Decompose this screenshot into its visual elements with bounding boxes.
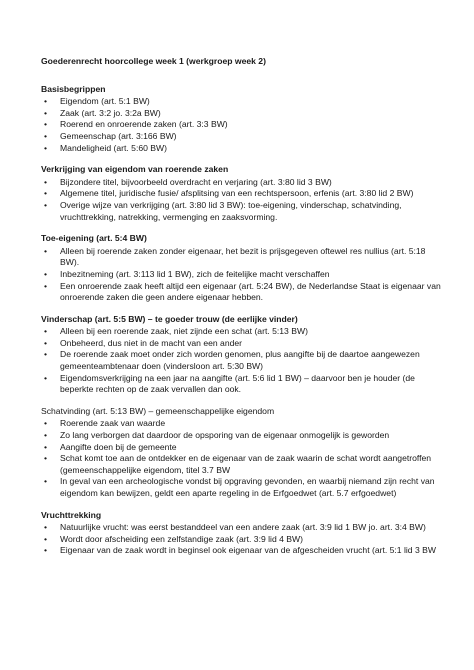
bullet-icon: • [44, 119, 48, 130]
bullet-icon: • [44, 533, 48, 544]
list-item [41, 349, 441, 372]
bullet-icon: • [44, 326, 48, 337]
bullet-icon: • [44, 418, 48, 429]
list-item [41, 143, 441, 155]
bullet-icon: • [44, 430, 48, 441]
list-item [41, 96, 441, 108]
bullet-icon: • [44, 130, 48, 141]
bullet-list [41, 246, 441, 304]
list-item-text: Zaak (art. 3:2 jo. 3:2a BW) [60, 107, 161, 118]
list-item-text: Wordt door afscheiding een zelfstandige zaak (art. 3:9 lid 4 BW) [60, 533, 303, 544]
list-item-text: Inbezitneming (art. 3:113 lid 1 BW), zich de feitelijke macht verschaffen [60, 268, 330, 279]
bullet-icon: • [44, 453, 48, 464]
document-sections [41, 84, 441, 557]
bullet-icon: • [44, 372, 48, 383]
list-item-text: Mandeligheid (art. 5:60 BW) [60, 142, 167, 153]
list-item-text: Bijzondere titel, bijvoorbeeld overdracht en verjaring (art. 3:80 lid 3 BW) [60, 176, 332, 187]
bullet-icon: • [44, 476, 48, 487]
section [41, 406, 441, 500]
bullet-list [41, 522, 441, 557]
list-item [41, 430, 441, 442]
list-item [41, 131, 441, 143]
bullet-icon: • [44, 441, 48, 452]
section-heading: Verkrijging van eigendom van roerende zaken [41, 164, 229, 175]
list-item [41, 119, 441, 131]
section-heading: Toe-eigening (art. 5:4 BW) [41, 233, 147, 244]
list-item [41, 108, 441, 120]
list-item [41, 476, 441, 499]
bullet-icon: • [44, 188, 48, 199]
list-item-text: Schat komt toe aan de ontdekker en de eigenaar van de zaak waarin de schat wordt aangetroffen (gemeenschappelijke eigendom, titel 3.7 BW [60, 453, 432, 475]
list-item-text: Aangifte doen bij de gemeente [60, 441, 177, 452]
bullet-list [41, 418, 441, 499]
bullet-icon: • [44, 268, 48, 279]
bullet-icon: • [44, 96, 48, 107]
bullet-icon: • [44, 522, 48, 533]
list-item [41, 373, 441, 396]
bullet-list [41, 326, 441, 396]
bullet-icon: • [44, 176, 48, 187]
bullet-icon: • [44, 337, 48, 348]
list-item-text: Natuurlijke vrucht: was eerst bestanddeel van een andere zaak (art. 3:9 lid 1 BW jo. art. 3:4 BW) [60, 522, 426, 533]
list-item [41, 545, 441, 557]
bullet-icon: • [44, 245, 48, 256]
list-item [41, 269, 441, 281]
bullet-icon: • [44, 199, 48, 210]
section [41, 233, 441, 304]
list-item [41, 326, 441, 338]
section-heading: Vinderschap (art. 5:5 BW) – te goeder trouw (de eerlijke vinder) [41, 313, 298, 324]
list-item [41, 534, 441, 546]
document-page [41, 56, 441, 567]
list-item [41, 338, 441, 350]
list-item [41, 453, 441, 476]
list-item-text: Een onroerende zaak heeft altijd een eigenaar (art. 5:24 BW), de Nederlandse Staat is eigenaar van onroerende zaken die geen andere eigenaar hebben. [60, 280, 441, 303]
section-heading: Schatvinding (art. 5:13 BW) – gemeenschappelijke eigendom [41, 405, 275, 416]
list-item [41, 188, 441, 200]
list-item-text: Roerend en onroerende zaken (art. 3:3 BW) [60, 119, 228, 130]
list-item [41, 281, 441, 304]
list-item [41, 246, 441, 269]
list-item-text: In geval van een archeologische vondst bij opgraving gevonden, en waarbij niemand zijn recht van eigendom kan bewijzen, geldt een aparte regeling in de Erfgoedwet (art. 5.7 erfgoedwet) [60, 476, 435, 498]
section-heading: Basisbegrippen [41, 83, 106, 94]
bullet-icon: • [44, 280, 48, 291]
list-item-text: Zo lang verborgen dat daardoor de opsporing van de eigenaar onmogelijk is geworden [60, 430, 390, 441]
list-item-text: Eigendomsverkrijging na een jaar na aangifte (art. 5:6 lid 1 BW) – daarvoor ben je houder (de beperkte rechten op de zaak vervallen dan ook. [60, 372, 415, 395]
list-item [41, 200, 441, 223]
bullet-list [41, 177, 441, 223]
list-item-text: Eigendom (art. 5:1 BW) [60, 96, 150, 107]
bullet-icon: • [44, 107, 48, 118]
list-item-text: Overige wijze van verkrijging (art. 3:80 lid 3 BW): toe-eigening, vinderschap, schatvinding, vruchttrekking, natrekking, vermenging en zaaksvorming. [60, 199, 402, 222]
document-title: Goederenrecht hoorcollege week 1 (werkgroep week 2) [41, 56, 266, 66]
section [41, 84, 441, 155]
bullet-icon: • [44, 142, 48, 153]
list-item-text: Alleen bij roerende zaken zonder eigenaar, het bezit is prijsgegeven oftewel res nullius (art. 5:18 BW). [60, 245, 426, 268]
bullet-icon: • [44, 545, 48, 556]
list-item-text: Gemeenschap (art. 3:166 BW) [60, 130, 177, 141]
section [41, 510, 441, 557]
list-item-text: Onbeheerd, dus niet in de macht van een ander [60, 337, 243, 348]
bullet-list [41, 96, 441, 154]
list-item-text: Alleen bij een roerende zaak, niet zijnde een schat (art. 5:13 BW) [60, 326, 308, 337]
list-item [41, 442, 441, 454]
list-item [41, 177, 441, 189]
list-item-text: Algemene titel, juridische fusie/ afsplitsing van een rechtspersoon, erfenis (art. 3:80 lid 2 BW) [60, 188, 414, 199]
list-item-text: Eigenaar van de zaak wordt in beginsel ook eigenaar van de afgescheiden vrucht (art. 5:1 lid 3 BW [60, 545, 436, 556]
section [41, 164, 441, 223]
list-item-text: Roerende zaak van waarde [60, 418, 166, 429]
section [41, 314, 441, 396]
section-heading: Vruchttrekking [41, 509, 102, 520]
bullet-icon: • [44, 349, 48, 360]
list-item-text: De roerende zaak moet onder zich worden genomen, plus aangifte bij de daartoe aangewezen gemeenteambtenaar doen (vindersloon art. 5:30 BW) [60, 349, 420, 372]
list-item [41, 522, 441, 534]
list-item [41, 418, 441, 430]
